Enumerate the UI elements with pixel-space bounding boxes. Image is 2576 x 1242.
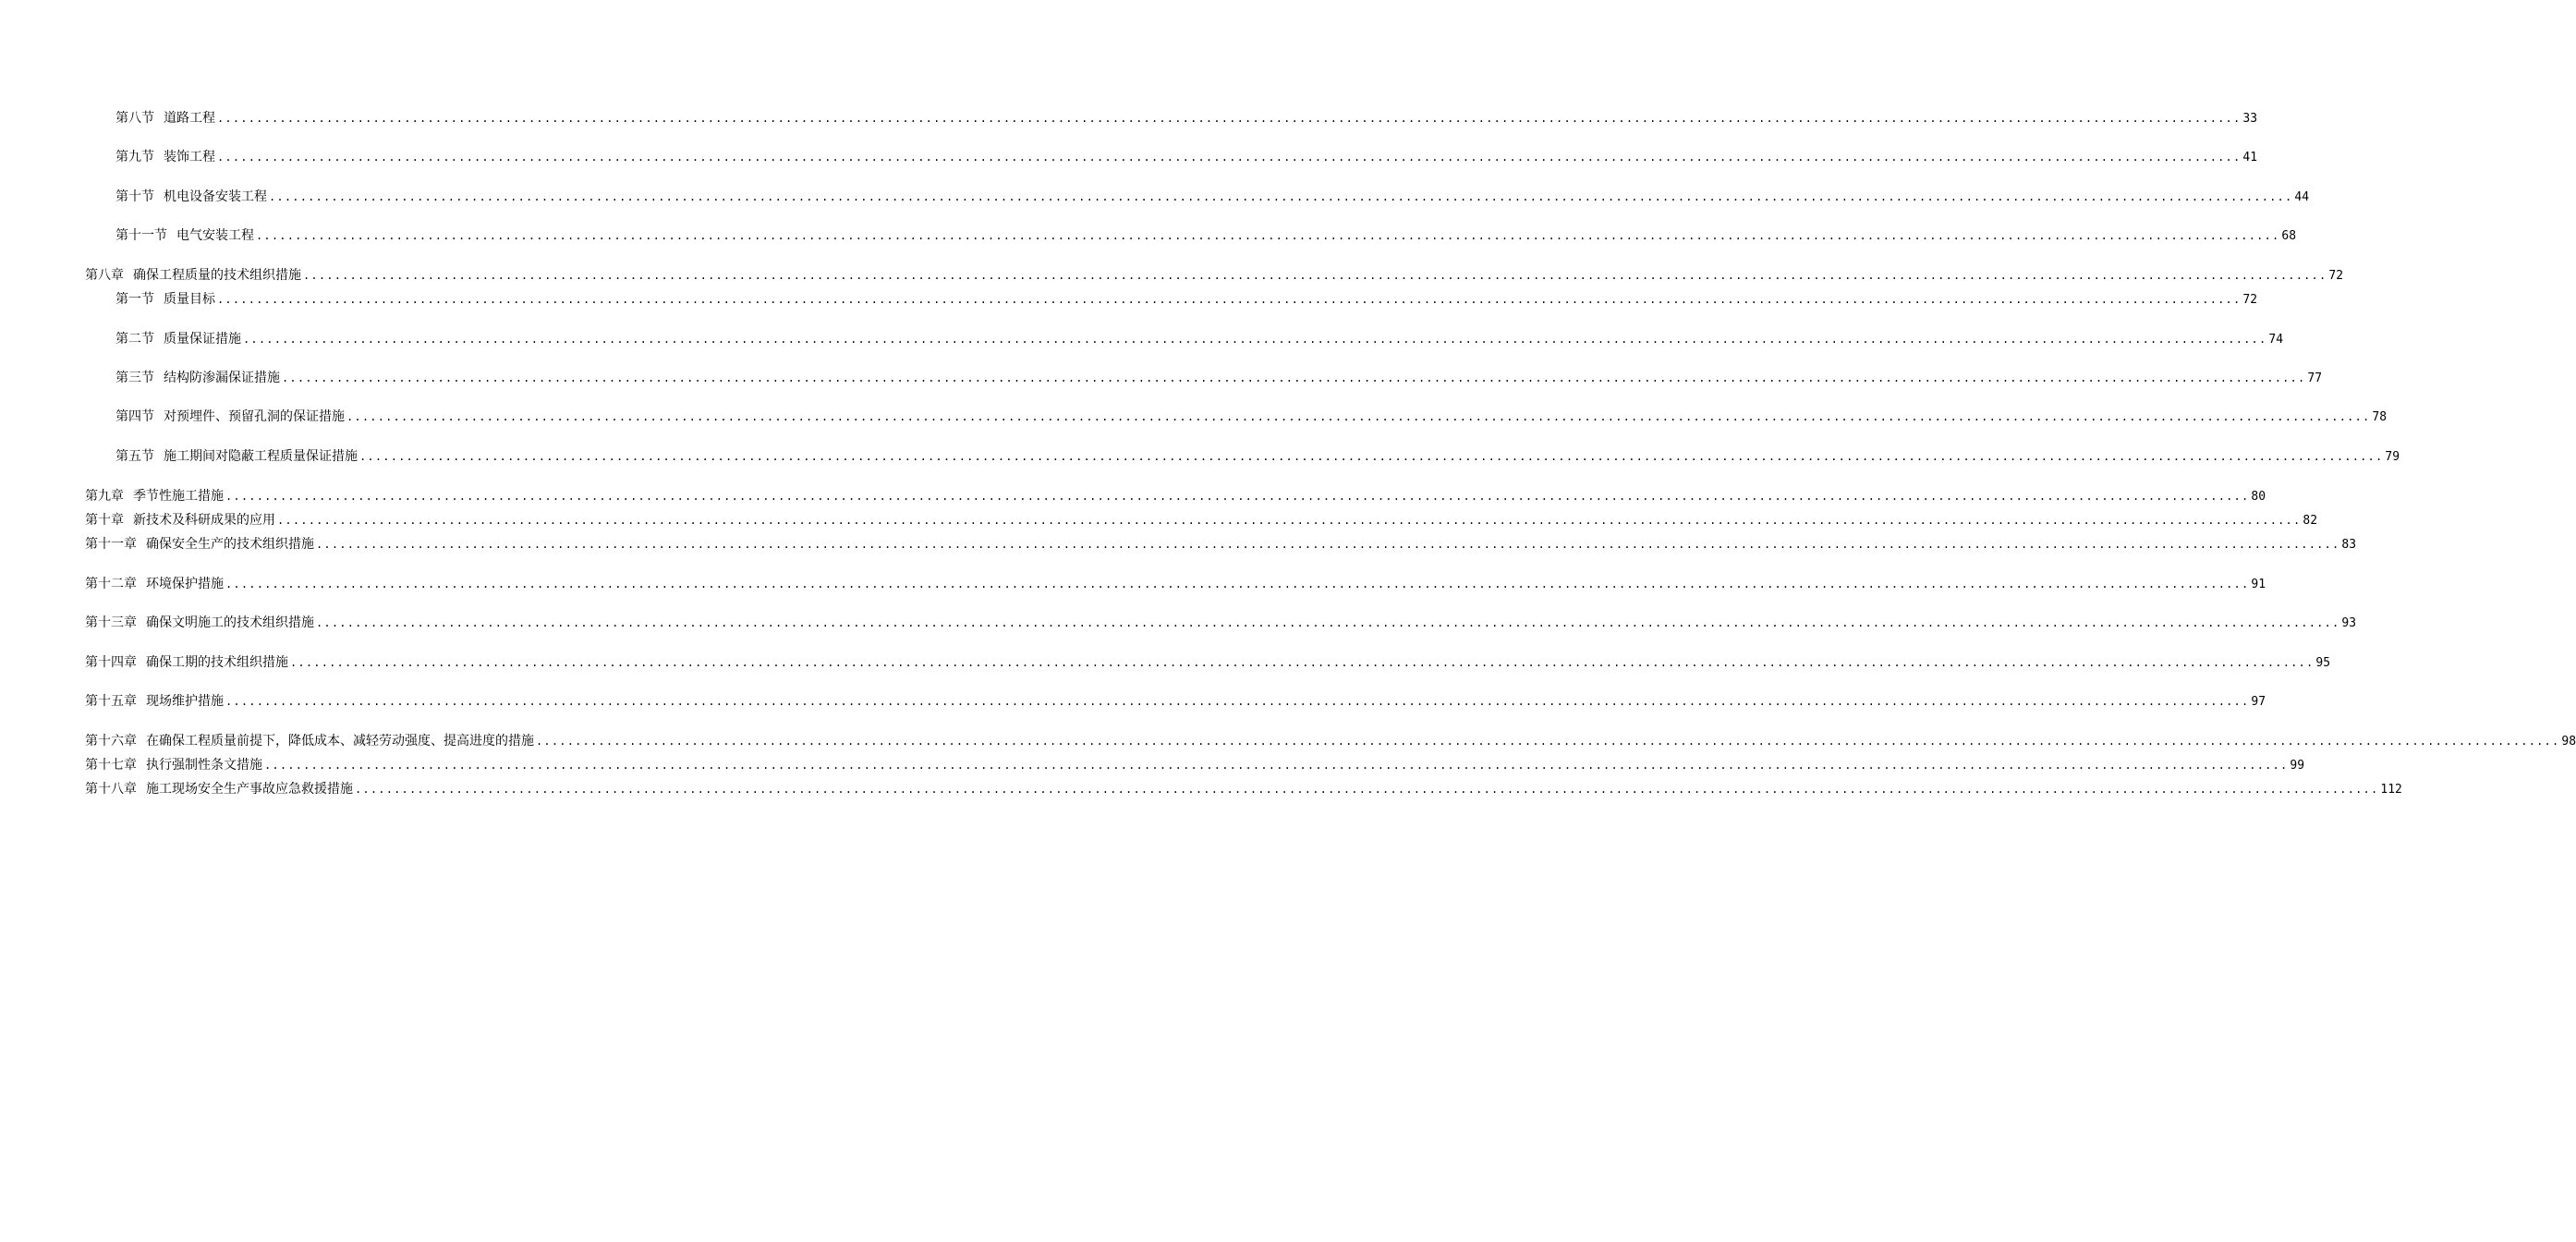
toc-entry-number: 第十节 <box>115 189 154 204</box>
dot-leader: .................................................................................................................................................................................................................................................................... <box>256 229 2280 242</box>
toc-page-number: 72 <box>2328 269 2344 283</box>
dot-leader: .................................................................................................................................................................................................................................................................... <box>243 333 2267 346</box>
toc-entry-number: 第十二章 <box>85 577 137 591</box>
toc-entry-title: 质量目标 <box>164 292 215 307</box>
toc-entry-number: 第一节 <box>115 292 154 307</box>
toc-section-entry[interactable] <box>115 370 2323 386</box>
toc-section-entry[interactable] <box>115 227 2297 244</box>
dot-leader: .................................................................................................................................................................................................................................................................... <box>290 656 2315 669</box>
toc-entry-title: 执行强制性条文措施 <box>146 758 262 773</box>
toc-chapter-entry[interactable] <box>85 576 2266 592</box>
toc-entry-title: 结构防渗漏保证措施 <box>164 371 280 385</box>
toc-entry-number: 第八章 <box>85 268 124 283</box>
toc-page-number: 44 <box>2294 190 2310 204</box>
toc-entry-title: 对预埋件、预留孔洞的保证措施 <box>164 409 345 424</box>
toc-entry-number: 第十四章 <box>85 655 137 670</box>
toc-section-entry[interactable] <box>115 189 2310 205</box>
toc-chapter-entry[interactable] <box>85 781 2402 798</box>
toc-entry-title: 现场维护措施 <box>146 694 224 709</box>
toc-entry-number: 第十六章 <box>85 734 137 749</box>
dot-leader: .................................................................................................................................................................................................................................................................... <box>269 190 2293 203</box>
toc-chapter-entry[interactable] <box>85 536 2357 553</box>
toc-entry-title: 施工现场安全生产事故应急救援措施 <box>146 782 353 797</box>
toc-entry-title: 质量保证措施 <box>164 332 241 347</box>
toc-page-number: 68 <box>2281 229 2297 243</box>
toc-section-entry[interactable] <box>115 110 2258 127</box>
toc-page-number: 78 <box>2372 410 2388 424</box>
dot-leader: .................................................................................................................................................................................................................................................................... <box>217 112 2242 125</box>
toc-entry-number: 第十七章 <box>85 758 137 773</box>
dot-leader: .................................................................................................................................................................................................................................................................... <box>225 490 2250 503</box>
toc-entry-title: 新技术及科研成果的应用 <box>133 513 275 528</box>
dot-leader: .................................................................................................................................................................................................................................................................... <box>536 735 2560 748</box>
toc-entry-number: 第九章 <box>85 489 124 504</box>
dot-leader: .................................................................................................................................................................................................................................................................... <box>264 759 2289 772</box>
toc-entry-number: 第二节 <box>115 332 154 347</box>
toc-entry-title: 机电设备安装工程 <box>164 189 267 204</box>
toc-page-number: 74 <box>2268 333 2284 347</box>
toc-page-number: 97 <box>2251 695 2266 709</box>
toc-page-number: 83 <box>2341 538 2357 552</box>
dot-leader: .................................................................................................................................................................................................................................................................... <box>225 695 2250 708</box>
dot-leader: .................................................................................................................................................................................................................................................................... <box>355 783 2379 796</box>
dot-leader: .................................................................................................................................................................................................................................................................... <box>277 514 2302 527</box>
toc-page-number: 80 <box>2251 490 2266 504</box>
dot-leader: .................................................................................................................................................................................................................................................................... <box>303 269 2327 282</box>
dot-leader: .................................................................................................................................................................................................................................................................... <box>346 410 2371 423</box>
dot-leader: .................................................................................................................................................................................................................................................................... <box>359 450 2384 463</box>
toc-page-number: 41 <box>2242 151 2258 164</box>
toc-page-number: 95 <box>2315 656 2331 670</box>
toc-entry-number: 第九节 <box>115 150 154 164</box>
toc-page-number: 91 <box>2251 578 2266 591</box>
toc-chapter-entry[interactable] <box>85 267 2344 284</box>
toc-entry-number: 第五节 <box>115 449 154 464</box>
dot-leader: .................................................................................................................................................................................................................................................................... <box>217 151 2242 164</box>
toc-page-number: 79 <box>2385 450 2400 464</box>
toc-entry-title: 道路工程 <box>164 111 215 126</box>
toc-entry-title: 施工期间对隐蔽工程质量保证措施 <box>164 449 358 464</box>
dot-leader: .................................................................................................................................................................................................................................................................... <box>316 538 2340 551</box>
toc-page-number: 77 <box>2307 371 2323 385</box>
toc-chapter-entry[interactable] <box>85 654 2331 671</box>
toc-entry-number: 第十一章 <box>85 537 137 552</box>
toc-entry-number: 第十三章 <box>85 615 137 630</box>
toc-entry-title: 确保文明施工的技术组织措施 <box>146 615 314 630</box>
toc-section-entry[interactable] <box>115 149 2258 165</box>
toc-entry-number: 第十章 <box>85 513 124 528</box>
toc-section-entry[interactable] <box>115 331 2284 347</box>
dot-leader: .................................................................................................................................................................................................................................................................... <box>217 293 2242 306</box>
toc-entry-number: 第十八章 <box>85 782 137 797</box>
toc-page-number: 82 <box>2303 514 2318 528</box>
toc-page-number: 112 <box>2380 783 2402 797</box>
toc-entry-number: 第三节 <box>115 371 154 385</box>
toc-entry-number: 第十一节 <box>115 228 167 243</box>
toc-section-entry[interactable] <box>115 291 2258 308</box>
dot-leader: .................................................................................................................................................................................................................................................................... <box>316 616 2340 629</box>
toc-entry-title: 季节性施工措施 <box>133 489 224 504</box>
dot-leader: .................................................................................................................................................................................................................................................................... <box>282 371 2306 384</box>
toc-chapter-entry[interactable] <box>85 733 2576 749</box>
toc-entry-title: 环境保护措施 <box>146 577 224 591</box>
toc-section-entry[interactable] <box>115 448 2400 465</box>
toc-entry-title: 电气安装工程 <box>176 228 254 243</box>
toc-entry-title: 确保工期的技术组织措施 <box>146 655 288 670</box>
toc-chapter-entry[interactable] <box>85 488 2266 505</box>
toc-entry-title: 装饰工程 <box>164 150 215 164</box>
toc-page-number: 33 <box>2242 112 2258 126</box>
toc-entry-number: 第十五章 <box>85 694 137 709</box>
toc-page-number: 98 <box>2561 735 2576 749</box>
toc-page-number: 72 <box>2242 293 2258 307</box>
toc-chapter-entry[interactable] <box>85 693 2266 710</box>
toc-chapter-entry[interactable] <box>85 512 2318 529</box>
toc-page-number: 93 <box>2341 616 2357 630</box>
toc-entry-number: 第四节 <box>115 409 154 424</box>
dot-leader: .................................................................................................................................................................................................................................................................... <box>225 578 2250 591</box>
toc-entry-title: 确保工程质量的技术组织措施 <box>133 268 301 283</box>
toc-entry-title: 确保安全生产的技术组织措施 <box>146 537 314 552</box>
toc-chapter-entry[interactable] <box>85 757 2305 773</box>
toc-chapter-entry[interactable] <box>85 615 2357 631</box>
toc-entry-title: 在确保工程质量前提下，降低成本、减轻劳动强度、提高进度的措施 <box>146 734 534 749</box>
toc-section-entry[interactable] <box>115 408 2388 425</box>
toc-entry-number: 第八节 <box>115 111 154 126</box>
toc-page-number: 99 <box>2290 759 2305 773</box>
